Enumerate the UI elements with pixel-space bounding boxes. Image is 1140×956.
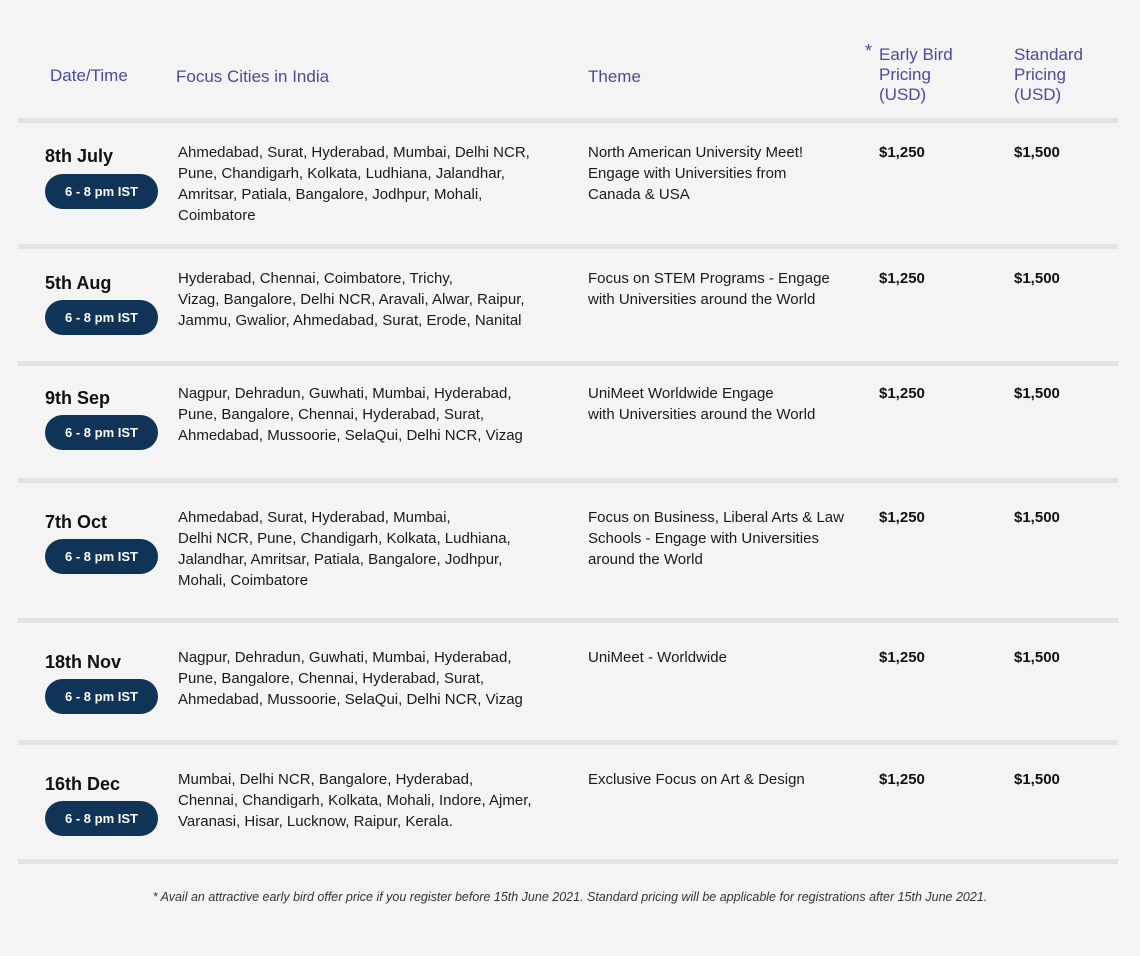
header-early-line-3: (USD) [879,85,927,104]
theme-text [588,268,868,310]
early-bird-price: $1,250 [879,385,925,402]
row-divider [18,361,1118,366]
cities-line: Coimbatore [178,207,256,224]
cities-line: Varanasi, Hisar, Lucknow, Raipur, Kerala. [178,813,453,830]
standard-price: $1,500 [1014,771,1060,788]
focus-cities [178,383,578,446]
early-bird-price: $1,250 [879,144,925,161]
focus-cities [178,507,578,591]
theme-text [588,142,868,205]
cities-line: Nagpur, Dehradun, Guwhati, Mumbai, Hyderabad, [178,385,512,402]
header-theme: Theme [588,67,641,86]
theme-line: Focus on Business, Liberal Arts & Law [588,509,844,526]
header-early-line-2: Pricing [879,65,931,84]
event-date: 5th Aug [45,273,112,293]
early-bird-price: $1,250 [879,649,925,666]
header-standard-pricing [1014,45,1083,105]
theme-line: Focus on STEM Programs - Engage [588,270,830,287]
cities-line: Delhi NCR, Pune, Chandigarh, Kolkata, Ludhiana, [178,530,511,547]
early-bird-price: $1,250 [879,270,925,287]
time-badge: 6 - 8 pm IST [45,415,158,450]
event-date: 8th July [45,146,114,166]
focus-cities [178,769,578,832]
cities-line: Pune, Bangalore, Chennai, Hyderabad, Surat, [178,670,485,687]
standard-price: $1,500 [1014,270,1060,287]
cities-line: Ahmedabad, Mussoorie, SelaQui, Delhi NCR, Vizag [178,427,523,444]
cities-line: Mohali, Coimbatore [178,572,309,589]
theme-text [588,507,868,570]
standard-price: $1,500 [1014,649,1060,666]
event-date: 16th Dec [45,774,121,794]
theme-line: around the World [588,551,703,568]
cities-line: Vizag, Bangalore, Delhi NCR, Aravali, Alwar, Raipur, [178,291,525,308]
theme-text [588,647,868,668]
asterisk-mark: * [865,41,873,61]
cities-line: Pune, Chandigarh, Kolkata, Ludhiana, Jalandhar, [178,165,505,182]
theme-text [588,769,868,790]
time-badge: 6 - 8 pm IST [45,174,158,209]
row-divider [18,859,1118,864]
time-badge: 6 - 8 pm IST [45,539,158,574]
cities-line: Mumbai, Delhi NCR, Bangalore, Hyderabad, [178,771,474,788]
header-standard-line-2: Pricing [1014,65,1066,84]
header-focus-cities: Focus Cities in India [176,67,330,86]
focus-cities [178,268,578,331]
early-bird-price: $1,250 [879,771,925,788]
row-divider [18,740,1118,745]
row-divider [18,618,1118,623]
event-date: 7th Oct [45,512,108,532]
theme-line: UniMeet - Worldwide [588,649,727,666]
theme-text [588,383,868,425]
header-standard-line-1: Standard [1014,45,1083,64]
row-divider [18,478,1118,483]
theme-line: Exclusive Focus on Art & Design [588,771,805,788]
theme-line: UniMeet Worldwide Engage [588,385,774,402]
theme-line: Canada & USA [588,186,690,203]
row-divider [18,244,1118,249]
standard-price: $1,500 [1014,385,1060,402]
cities-line: Jalandhar, Amritsar, Patiala, Bangalore, Jodhpur, [178,551,503,568]
standard-price: $1,500 [1014,144,1060,161]
time-badge: 6 - 8 pm IST [45,801,158,836]
theme-line: with Universities around the World [588,406,816,423]
early-bird-price: $1,250 [879,509,925,526]
footnote: * Avail an attractive early bird offer price if you register before 15th June 2021. Standard pricing will be applicable for registrations after 15th June 2021. [152,890,988,904]
cities-line: Pune, Bangalore, Chennai, Hyderabad, Surat, [178,406,485,423]
header-early-bird-pricing [865,41,953,105]
time-badge: 6 - 8 pm IST [45,679,158,714]
header-date-time: Date/Time [50,66,128,85]
cities-line: Ahmedabad, Surat, Hyderabad, Mumbai, Delhi NCR, [178,144,530,161]
theme-line: North American University Meet! [588,144,804,161]
row-divider [18,118,1118,123]
header-early-line-1: Early Bird [879,45,953,64]
event-date: 18th Nov [45,652,122,672]
standard-price: $1,500 [1014,509,1060,526]
header-standard-line-3: (USD) [1014,85,1062,104]
focus-cities [178,647,578,710]
cities-line: Ahmedabad, Surat, Hyderabad, Mumbai, [178,509,451,526]
cities-line: Nagpur, Dehradun, Guwhati, Mumbai, Hyderabad, [178,649,512,666]
theme-line: Schools - Engage with Universities [588,530,819,547]
cities-line: Jammu, Gwalior, Ahmedabad, Surat, Erode, Nanital [178,312,522,329]
focus-cities [178,142,578,226]
cities-line: Ahmedabad, Mussoorie, SelaQui, Delhi NCR, Vizag [178,691,523,708]
cities-line: Amritsar, Patiala, Bangalore, Jodhpur, Mohali, [178,186,483,203]
time-badge: 6 - 8 pm IST [45,300,158,335]
theme-line: with Universities around the World [588,291,816,308]
event-date: 9th Sep [45,388,111,408]
cities-line: Hyderabad, Chennai, Coimbatore, Trichy, [178,270,453,287]
cities-line: Chennai, Chandigarh, Kolkata, Mohali, Indore, Ajmer, [178,792,532,809]
theme-line: Engage with Universities from [588,165,787,182]
